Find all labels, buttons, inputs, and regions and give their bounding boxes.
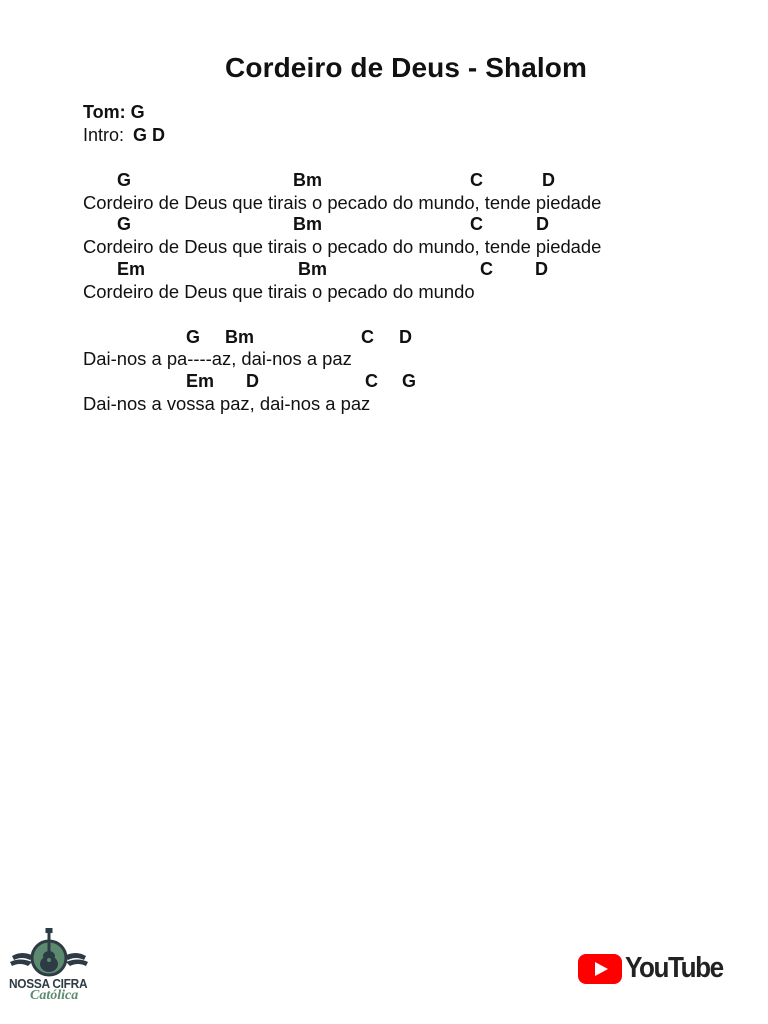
chord-line (0, 214, 768, 236)
youtube-wordmark: YouTube (625, 952, 723, 984)
chord-line (0, 170, 768, 192)
lyric-line: Dai-nos a vossa paz, dai-nos a paz (83, 393, 371, 414)
chord: Bm (298, 259, 328, 279)
chord: G (186, 327, 201, 347)
chord: D (399, 327, 412, 347)
nossa-cifra-logo (8, 926, 90, 1006)
chord-line (0, 327, 768, 349)
chord: Bm (293, 214, 323, 234)
chord: G (117, 170, 132, 190)
chord: D (536, 214, 549, 234)
logo-text-bottom: Católica (30, 988, 79, 1003)
lyric-line: Dai-nos a pa----az, dai-nos a paz (83, 348, 352, 369)
song-key: Tom: G (83, 102, 145, 122)
chord: G (117, 214, 132, 234)
chord: C (470, 170, 483, 190)
logo-text-top: NOSSA CIFRA (9, 977, 88, 991)
chord: C (470, 214, 483, 234)
lyric-line: Cordeiro de Deus que tirais o pecado do mundo (83, 281, 475, 302)
chord: Bm (293, 170, 323, 190)
youtube-logo (578, 952, 723, 986)
intro-label: Intro: (83, 125, 125, 145)
chord: Em (117, 259, 146, 279)
intro-chords: G D (133, 125, 166, 145)
chord: Em (186, 371, 215, 391)
song-title: Cordeiro de Deus - Shalom (225, 52, 587, 83)
chord: C (480, 259, 493, 279)
chord: C (365, 371, 378, 391)
chord-line (0, 371, 768, 393)
chord: D (542, 170, 555, 190)
lyric-line: Cordeiro de Deus que tirais o pecado do mundo, tende piedade (83, 192, 602, 213)
chord: C (361, 327, 374, 347)
chord: D (535, 259, 548, 279)
intro-line (83, 125, 165, 146)
chord: Bm (225, 327, 255, 347)
chord: D (246, 371, 259, 391)
youtube-play-icon (578, 954, 622, 984)
chord-line (0, 259, 768, 281)
chord: G (402, 371, 417, 391)
lyric-line: Cordeiro de Deus que tirais o pecado do mundo, tende piedade (83, 236, 602, 257)
